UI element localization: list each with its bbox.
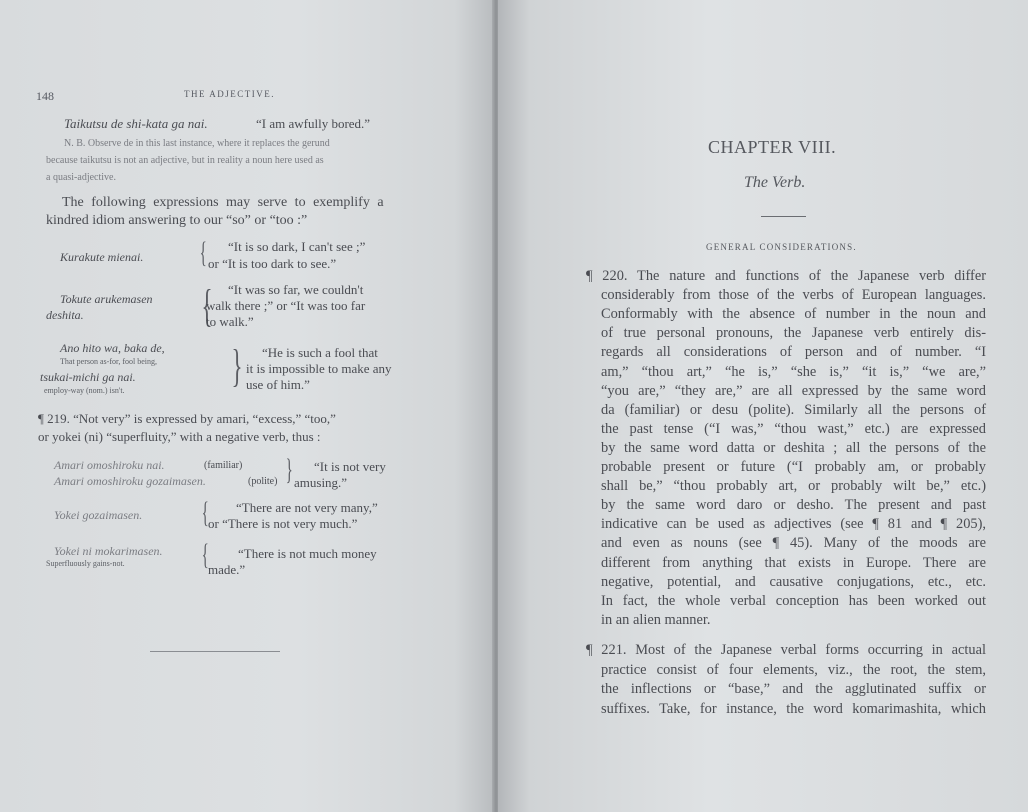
- example-english-line: “It is not very: [314, 459, 386, 474]
- paragraph-line: probable present or future (“I probably am, or probably: [601, 459, 986, 475]
- example-english-line: use of him.”: [246, 377, 310, 392]
- example-english-line: or “There is not very much.”: [208, 516, 358, 531]
- example-japanese: Yokei ni mokarimasen.: [54, 544, 163, 558]
- paragraph-line: indicative can be used as adjectives (see ¶ 81 and ¶ 205),: [601, 516, 986, 533]
- paragraph-line: suffixes. Take, for instance, the word komarimashita, which: [601, 700, 986, 717]
- paragraph-line: different from anything that exists in Europe. There are: [601, 554, 986, 571]
- section-heading: GENERAL CONSIDERATIONS.: [706, 242, 857, 252]
- example-japanese: deshita.: [46, 308, 84, 322]
- example-japanese: Tokute arukemasen: [60, 292, 153, 306]
- example-gloss: employ-way (nom.) isn't.: [44, 386, 125, 395]
- example-english-line: to walk.”: [206, 314, 254, 329]
- title-rule: [761, 216, 806, 217]
- paragraph-line: The following expressions may serve to exemplify a: [62, 195, 384, 210]
- brace-glyph: }: [231, 340, 243, 391]
- paragraph-line: considerably from those of the verbs of European languages.: [601, 287, 986, 304]
- example-english-line: “He is such a fool that: [262, 345, 378, 360]
- example-japanese: tsukai-michi ga nai.: [40, 370, 136, 384]
- paragraph-line: in an alien manner.: [601, 611, 711, 628]
- paragraph-line: by the same word datta or deshita ; all the persons of the: [601, 439, 986, 456]
- paragraph-line: by the same word daro or desho. The present and past: [601, 497, 986, 514]
- paragraph-line: da (familiar) or desu (polite). Similarly all the persons of: [601, 401, 986, 418]
- example-english-line: made.”: [208, 562, 246, 577]
- brace-glyph: {: [199, 236, 207, 269]
- example-english-line: “It is so dark, I can't see ;”: [228, 239, 366, 254]
- example-gloss: Superfluously gains-not.: [46, 559, 125, 568]
- left-page: [0, 0, 494, 812]
- page-number: 148: [36, 89, 54, 103]
- paragraph-line: am,” “thou art,” “he is,” “she is,” “it is,” “we are,”: [601, 363, 986, 380]
- example-english-line: it is impossible to make any: [246, 361, 392, 376]
- chapter-heading: CHAPTER VIII.: [708, 137, 837, 157]
- note-line: N. B. Observe de in this last instance, where it replaces the gerund: [64, 138, 330, 149]
- paragraph-line: “you are,” “they are,” are all expressed by the same word: [601, 382, 986, 399]
- paragraph-line: In fact, the whole verbal conception has been worked out: [601, 592, 986, 609]
- example-japanese: Amari omoshiroku gozaimasen.: [54, 474, 206, 488]
- paragraph-line: practice consist of four elements, viz., the root, the stem,: [601, 661, 986, 678]
- paragraph-line: of true personal pronouns, the Japanese verb entirely dis-: [601, 325, 986, 342]
- running-head: THE ADJECTIVE.: [184, 89, 275, 99]
- paragraph-line: ¶ 220. The nature and functions of the Japanese verb differ: [586, 268, 986, 284]
- brace-glyph: {: [201, 280, 213, 331]
- example-english-line: or “It is too dark to see.”: [208, 256, 337, 271]
- paragraph-line: regards all considerations of person and of number. “I: [601, 344, 986, 361]
- paragraph-line: ¶ 219. “Not very” is expressed by amari, “excess,” “too,”: [38, 411, 336, 426]
- register-label: (familiar): [204, 460, 243, 471]
- brace-glyph: {: [201, 538, 209, 571]
- example-japanese: Kurakute mienai.: [60, 250, 144, 264]
- register-label: (polite): [248, 476, 278, 487]
- note-line: a quasi-adjective.: [46, 172, 116, 183]
- paragraph-line: ¶ 221. Most of the Japanese verbal forms occurring in actual: [586, 642, 986, 658]
- example-english-line: “It was so far, we couldn't: [228, 282, 364, 297]
- end-rule: [150, 651, 280, 652]
- paragraph-line: or yokei (ni) “superfluity,” with a negative verb, thus :: [38, 429, 321, 444]
- example-english-line: “There are not very many,”: [236, 500, 378, 515]
- example-english-line: “There is not much money: [238, 546, 377, 561]
- example-japanese: Amari omoshiroku nai.: [54, 458, 165, 472]
- example-english-line: walk there ;” or “It was too far: [206, 298, 366, 313]
- brace-glyph: }: [285, 453, 293, 486]
- chapter-title: The Verb.: [744, 174, 806, 191]
- paragraph-line: kindred idiom answering to our “so” or “too :”: [46, 213, 308, 228]
- paragraph-line: the past tense (“I was,” “thou wast,” etc.) are expressed: [601, 420, 986, 437]
- paragraph-line: shall be,” “thou probably art, or probably wilt be,” etc.): [601, 478, 986, 495]
- intro-example-japanese: Taikutsu de shi-kata ga nai.: [64, 116, 208, 131]
- paragraph-line: the inflections or “base,” and the agglutinated suffix or: [601, 681, 986, 697]
- paragraph-line: negative, potential, and causative conjugations, etc., etc.: [601, 573, 986, 590]
- paragraph-line: Conformably with the absence of number in the noun and: [601, 306, 986, 323]
- example-japanese: Ano hito wa, baka de,: [60, 341, 165, 355]
- brace-glyph: {: [201, 496, 209, 529]
- paragraph-line: and even as nouns (see ¶ 45). Many of the moods are: [601, 535, 986, 552]
- note-line: because taikutsu is not an adjective, but in reality a noun here used as: [46, 155, 324, 166]
- example-english-line: amusing.”: [294, 475, 348, 490]
- example-gloss: That person as-for, fool being,: [60, 357, 157, 366]
- intro-example-english: “I am awfully bored.”: [256, 116, 371, 131]
- example-japanese: Yokei gozaimasen.: [54, 508, 143, 522]
